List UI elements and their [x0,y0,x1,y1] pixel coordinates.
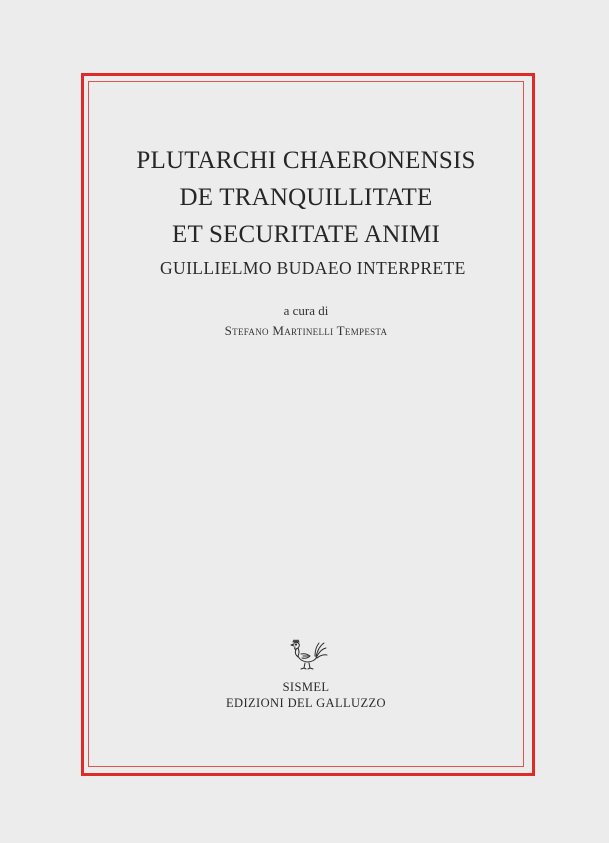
translator-line: GUILLIELMO BUDAEO INTERPRETE [160,258,466,278]
edited-by-label: a cura di [283,303,329,318]
book-title [88,142,524,253]
publisher-name: SISMEL [282,680,330,694]
editor-name: Stefano Martinelli Tempesta [224,323,388,338]
rooster-icon [286,636,328,672]
title-line-2: DE TRANQUILLITATE [179,184,433,211]
publisher-imprint: EDIZIONI DEL GALLUZZO [226,696,386,710]
title-line-3: ET SECURITATE ANIMI [172,221,440,248]
publisher-block [88,679,524,711]
title-line-1: PLUTARCHI CHAERONENSIS [136,147,476,174]
